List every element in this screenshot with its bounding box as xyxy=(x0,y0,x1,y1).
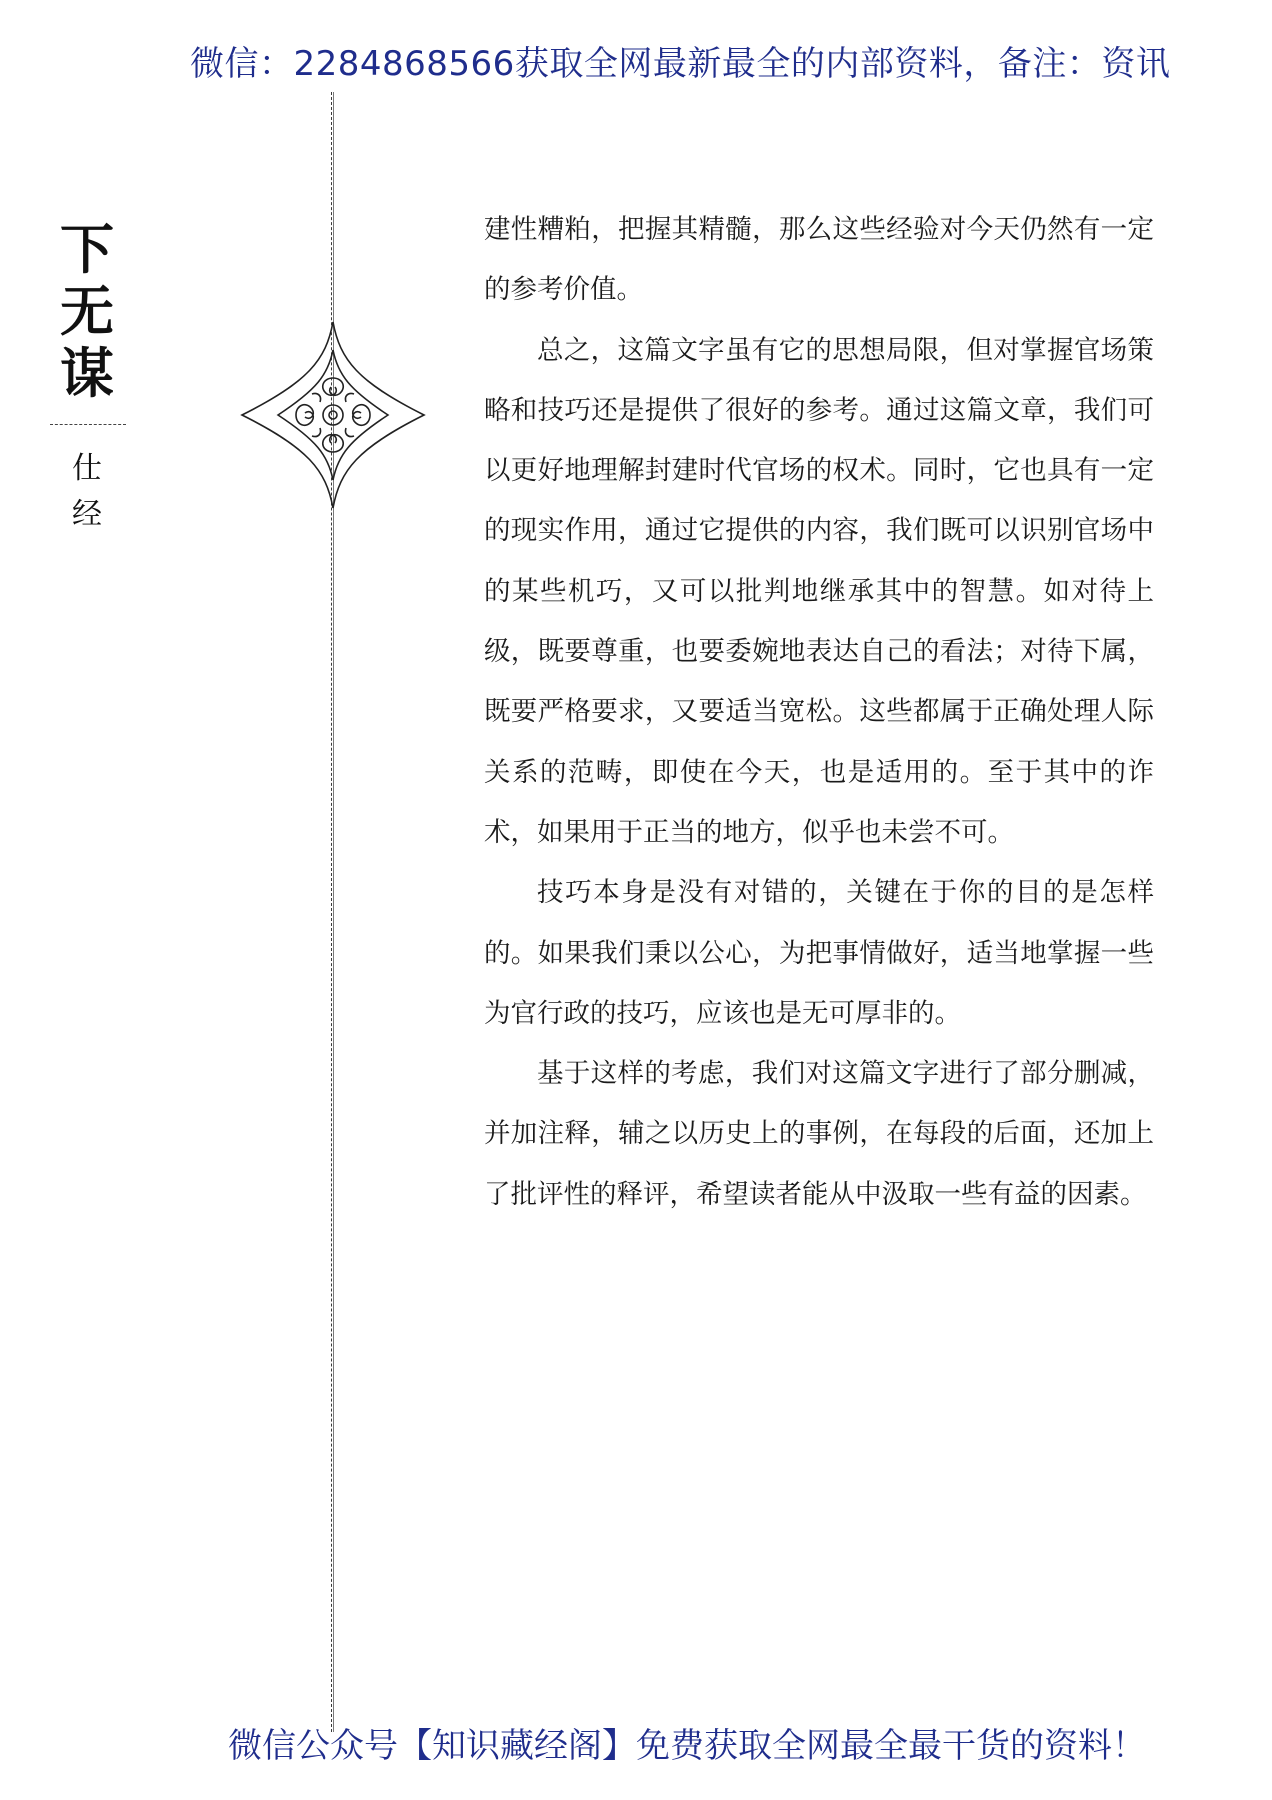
paragraph: 建性糟粕，把握其精髓，那么这些经验对今天仍然有一定的参考价值。 xyxy=(484,214,1154,306)
section-title xyxy=(62,446,112,538)
diamond-scroll-ornament-icon xyxy=(240,320,426,510)
section-title-text: 仕经 xyxy=(72,451,102,532)
book-title-text: 下无谋 xyxy=(60,217,114,405)
title-divider xyxy=(50,424,126,425)
paragraph: 基于这样的考虑，我们对这篇文字进行了部分删减，并加注释，辅之以历史上的事例，在每段的后面，还加上了批评性的释评，希望读者能从中汲取一些有益的因素。 xyxy=(484,1058,1154,1210)
body-text xyxy=(484,200,1154,1225)
bottom-watermark-banner: 微信公众号【知识藏经阁】免费获取全网最全最干货的资料！ xyxy=(228,1726,1146,1766)
paragraph: 技巧本身是没有对错的，关键在于你的目的是怎样的。如果我们秉以公心，为把事情做好，适当地掌握一些为官行政的技巧，应该也是无可厚非的。 xyxy=(484,877,1154,1029)
book-title xyxy=(52,218,122,404)
paragraph: 总之，这篇文字虽有它的思想局限，但对掌握官场策略和技巧还是提供了很好的参考。通过这篇文章，我们可以更好地理解封建时代官场的权术。同时，它也具有一定的现实作用，通过它提供的内容，我们既可以识别官场中的某些机巧，又可以批判地继承其中的智慧。如对待上级，既要尊重，也要委婉地表达自己的看法；对待下属，既要严格要求，又要适当宽松。这些都属于正确处理人际关系的范畴，即使在今天，也是适用的。至于其中的诈术，如果用于正当的地方，似乎也未尝不可。 xyxy=(484,334,1154,848)
top-watermark-banner: 微信：2284868566获取全网最新最全的内部资料，备注：资讯 xyxy=(190,44,1171,84)
